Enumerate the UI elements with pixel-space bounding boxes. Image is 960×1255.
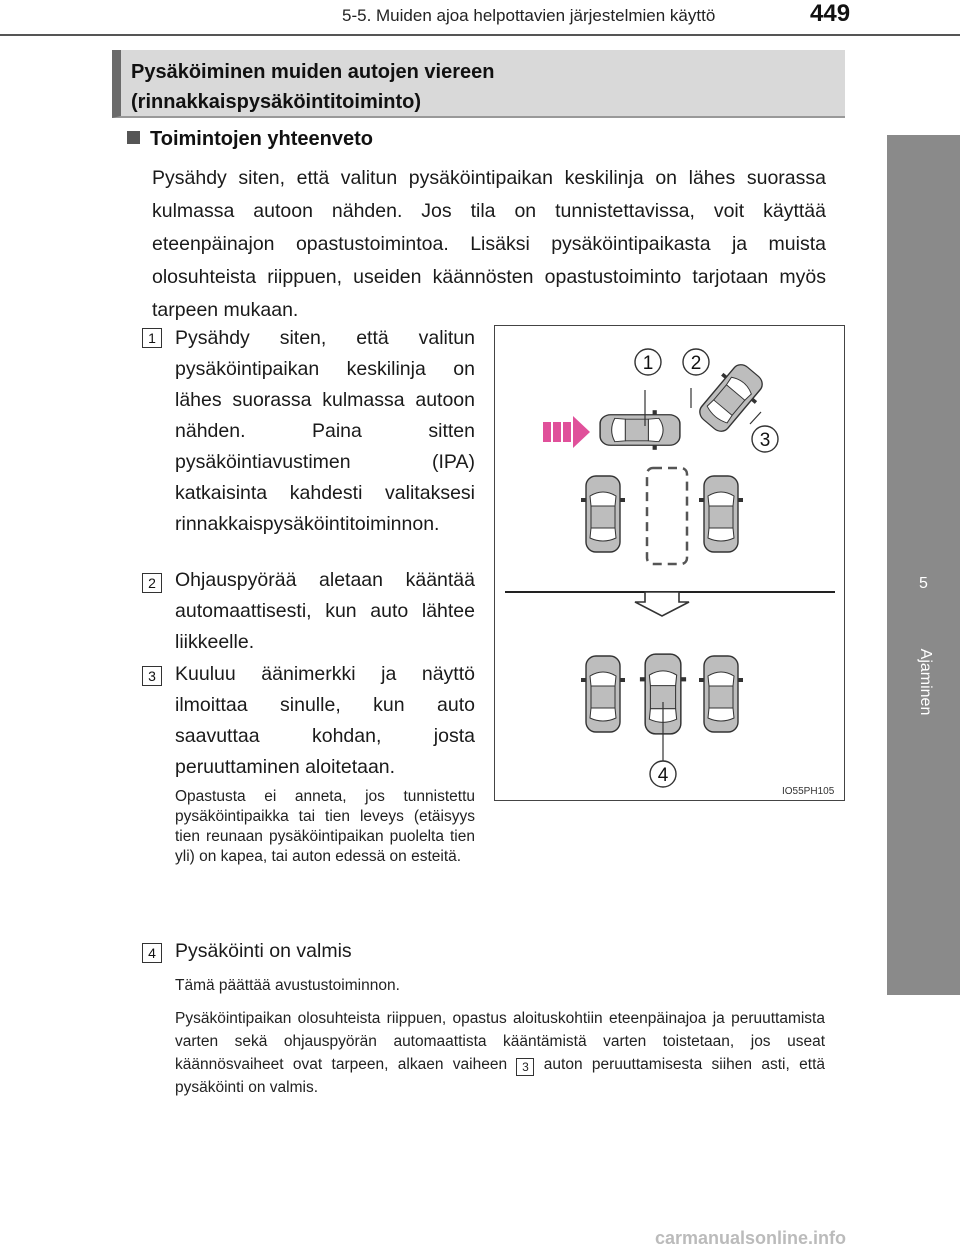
parking-illustration bbox=[494, 325, 845, 801]
section-heading-line2: (rinnakkaispysäköintitoiminto) bbox=[131, 91, 422, 113]
down-arrow-icon bbox=[635, 592, 689, 616]
subheading-text: Toimintojen yhteenveto bbox=[150, 128, 373, 150]
step-number-4: 4 bbox=[142, 943, 162, 963]
callout-2-label: 2 bbox=[690, 353, 702, 374]
step-text-4: Pysäköinti on valmis bbox=[175, 940, 352, 962]
parked-car-icon bbox=[699, 476, 743, 552]
step-4-note: Tämä päättää avustustoiminnon. bbox=[175, 977, 400, 994]
bottom-paragraph bbox=[175, 1007, 825, 1099]
parked-car-icon bbox=[581, 476, 625, 552]
square-bullet-icon bbox=[127, 131, 140, 144]
header-rule bbox=[0, 34, 960, 36]
section-heading-line1: Pysäköiminen muiden autojen viereen bbox=[131, 61, 495, 83]
callout-2 bbox=[683, 349, 709, 375]
car-start-position-icon bbox=[600, 410, 680, 450]
chapter-tab bbox=[887, 135, 960, 995]
bottom-paragraph-part1: Pysäköintipaikan olosuhteista riippuen, opastus aloituskohtiin eteenpäinajoa ja peruuttamista varten sekä ohjauspyörän automaattista kääntämistä varten toistetaan, jos useat käännösvaiheet ovat tarpeen, alkaen vaiheen bbox=[175, 1010, 825, 1073]
parking-diagram bbox=[495, 326, 843, 799]
step-3-note: Opastusta ei anneta, jos tunnistettu pysäköintipaikka tai tien leveys (etäisyys tien reunaan pysäköintipaikan puolelta tien yli) on kapea, tai auton edessä on esteitä. bbox=[175, 788, 475, 865]
watermark: carmanualsonline.info bbox=[655, 1228, 847, 1248]
inline-step-ref: 3 bbox=[516, 1058, 534, 1076]
step-text-3: Kuuluu äänimerkki ja näyttö ilmoittaa sinulle, kun auto saavuttaa kohdan, josta peruuttaminen aloitetaan. bbox=[175, 663, 475, 778]
callout-1-label: 1 bbox=[642, 353, 654, 374]
step-text-2: Ohjauspyörää aletaan kääntää automaattisesti, kun auto lähtee liikkeelle. bbox=[175, 569, 475, 653]
page-number: 449 bbox=[810, 0, 851, 27]
section-heading bbox=[131, 57, 494, 117]
intro-paragraph: Pysähdy siten, että valitun pysäköintipaikan keskilinja on lähes suorassa kulmassa autoon nähden. Jos tila on tunnistettavissa, voit käyttää eteenpäinajon opastustoimintoa. Lisäksi pysäköintipaikasta ja muista olosuhteista riippuen, useiden käännösten opastustoiminto tarjotaan myös tarpeen mukaan. bbox=[152, 167, 826, 321]
parked-car-icon bbox=[699, 656, 743, 732]
section-heading-box bbox=[112, 50, 845, 118]
step-text-1: Pysähdy siten, että valitun pysäköintipaikan keskilinja on lähes suorassa kulmassa autoon nähden. Paina sitten pysäköintiavustimen (IPA) katkaisinta kahdesti valitaksesi rinnakkaispysäköintitoiminnon. bbox=[175, 327, 475, 535]
parked-car-icon bbox=[581, 656, 625, 732]
callout-3 bbox=[752, 426, 778, 452]
subheading bbox=[127, 128, 373, 151]
running-header: 5-5. Muiden ajoa helpottavien järjestelmien käyttö bbox=[342, 6, 716, 25]
figure-code: IO55PH105 bbox=[782, 786, 835, 797]
callout-1 bbox=[635, 349, 661, 375]
target-parking-space bbox=[647, 468, 687, 564]
callout-4-label: 4 bbox=[657, 765, 669, 786]
chapter-tab-label: Ajaminen bbox=[917, 648, 934, 716]
bottom-paragraph-part2: auton peruuttamisesta siihen asti, että pysäköinti on valmis. bbox=[175, 1056, 825, 1096]
step-number-2: 2 bbox=[142, 573, 162, 593]
callout-4 bbox=[650, 761, 676, 787]
callout-3-label: 3 bbox=[759, 430, 771, 451]
step-number-1: 1 bbox=[142, 328, 162, 348]
step-number-3: 3 bbox=[142, 666, 162, 686]
chapter-tab-number: 5 bbox=[919, 575, 928, 592]
direction-arrow-icon bbox=[543, 416, 590, 448]
